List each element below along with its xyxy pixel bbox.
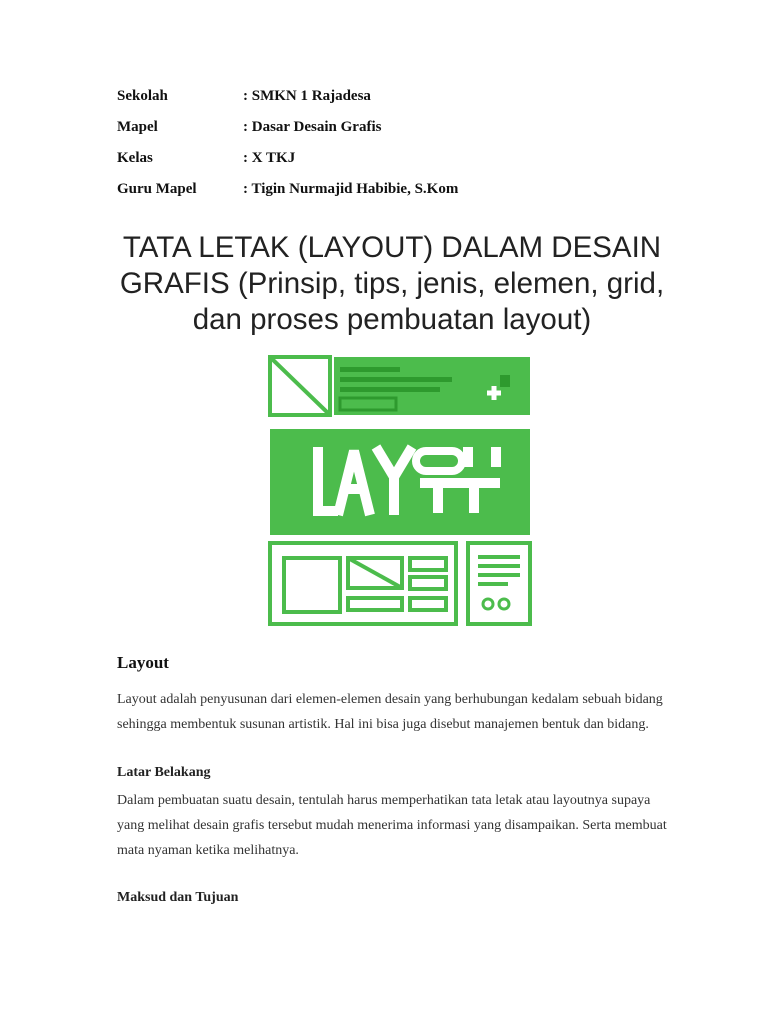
- layout-illustration-icon: [268, 355, 532, 626]
- document-title: [100, 230, 684, 338]
- section-heading-layout: Layout: [117, 653, 169, 672]
- info-value: : SMKN 1 Rajadesa: [243, 88, 371, 104]
- info-row-kelas: [117, 150, 458, 181]
- section-heading-maksud-tujuan: Maksud dan Tujuan: [117, 890, 239, 905]
- layout-paragraph: [117, 687, 677, 737]
- info-label: Kelas: [117, 150, 153, 166]
- title-line: GRAFIS (Prinsip, tips, jenis, elemen, grid,: [119, 267, 665, 300]
- latar-belakang-paragraph: [117, 788, 677, 863]
- paragraph-line: Dalam pembuatan suatu desain, tentulah harus memperhatikan tata letak atau layoutnya supaya: [117, 793, 651, 808]
- document-info-block: [117, 88, 458, 212]
- info-label: Guru Mapel: [117, 181, 197, 197]
- info-value: : Dasar Desain Grafis: [243, 119, 382, 135]
- paragraph-line: mata nyaman ketika melihatnya.: [117, 843, 299, 858]
- paragraph-line: sehingga membentuk susunan artistik. Hal ini bisa juga disebut manajemen bentuk dan bidang.: [117, 717, 649, 732]
- info-value: : X TKJ: [243, 150, 296, 166]
- paragraph-line: Layout adalah penyusunan dari elemen-elemen desain yang berhubungan kedalam sebuah bidang: [117, 692, 663, 707]
- info-row-mapel: [117, 119, 458, 150]
- paragraph-line: yang melihat desain grafis tersebut mudah menerima informasi yang disampaikan. Serta membuat: [117, 818, 667, 833]
- info-row-sekolah: [117, 88, 458, 119]
- title-line: TATA LETAK (LAYOUT) DALAM DESAIN: [122, 231, 662, 264]
- info-row-guru: [117, 181, 458, 212]
- info-label: Mapel: [117, 119, 158, 135]
- info-label: Sekolah: [117, 88, 168, 104]
- info-value: : Tigin Nurmajid Habibie, S.Kom: [243, 181, 459, 197]
- section-heading-latar-belakang: Latar Belakang: [117, 765, 211, 780]
- title-line: dan proses pembuatan layout): [192, 303, 592, 336]
